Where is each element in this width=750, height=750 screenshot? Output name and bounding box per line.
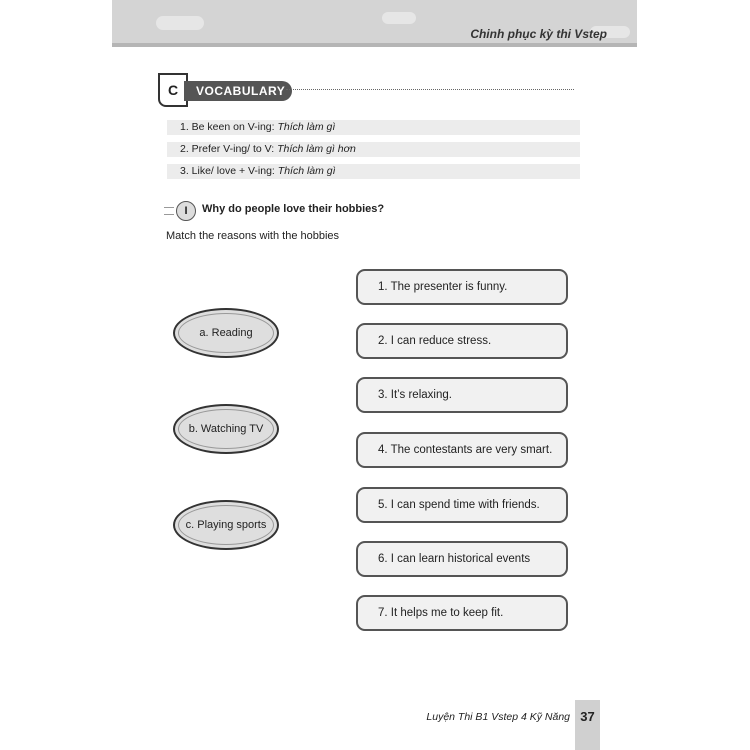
reason-box: 6. I can learn historical events xyxy=(356,541,568,577)
section-letter-badge: C xyxy=(158,73,188,107)
vocab-term: 1. Be keen on V-ing: xyxy=(180,121,278,133)
reason-box: 4. The contestants are very smart. xyxy=(356,432,568,468)
reason-box: 5. I can spend time with friends. xyxy=(356,487,568,523)
hobby-option: a. Reading xyxy=(173,308,279,358)
exercise-badge xyxy=(164,201,198,219)
running-header: Chinh phục kỳ thi Vstep xyxy=(470,27,607,41)
header-band xyxy=(112,0,637,47)
page-number: 37 xyxy=(575,700,600,750)
vocab-item xyxy=(167,142,580,157)
exercise-number: I xyxy=(176,201,196,221)
vocab-meaning: Thích làm gì hơn xyxy=(277,143,356,155)
footer-book-title: Luyện Thi B1 Vstep 4 Kỹ Năng xyxy=(426,711,570,723)
vocab-meaning: Thích làm gì xyxy=(277,121,336,133)
exercise-instruction: Match the reasons with the hobbies xyxy=(166,230,340,242)
section-title: VOCABULARY xyxy=(184,81,292,101)
hobby-option: b. Watching TV xyxy=(173,404,279,454)
reason-box: 3. It’s relaxing. xyxy=(356,377,568,413)
reason-box: 7. It helps me to keep fit. xyxy=(356,595,568,631)
header-stripe xyxy=(112,43,637,47)
vocab-term: 2. Prefer V-ing/ to V: xyxy=(180,143,278,155)
reason-box: 2. I can reduce stress. xyxy=(356,323,568,359)
reason-box: 1. The presenter is funny. xyxy=(356,269,568,305)
vocab-meaning: Thích làm gì xyxy=(277,165,336,177)
pencil-icon xyxy=(164,207,174,215)
dotted-divider xyxy=(286,89,574,90)
vocab-item xyxy=(167,164,580,179)
vocab-term: 3. Like/ love + V-ing: xyxy=(180,165,278,177)
exercise-title: Why do people love their hobbies? xyxy=(202,203,385,215)
cloud-decoration xyxy=(156,16,204,30)
vocab-item xyxy=(167,120,580,135)
hobby-option: c. Playing sports xyxy=(173,500,279,550)
cloud-decoration xyxy=(382,12,416,24)
